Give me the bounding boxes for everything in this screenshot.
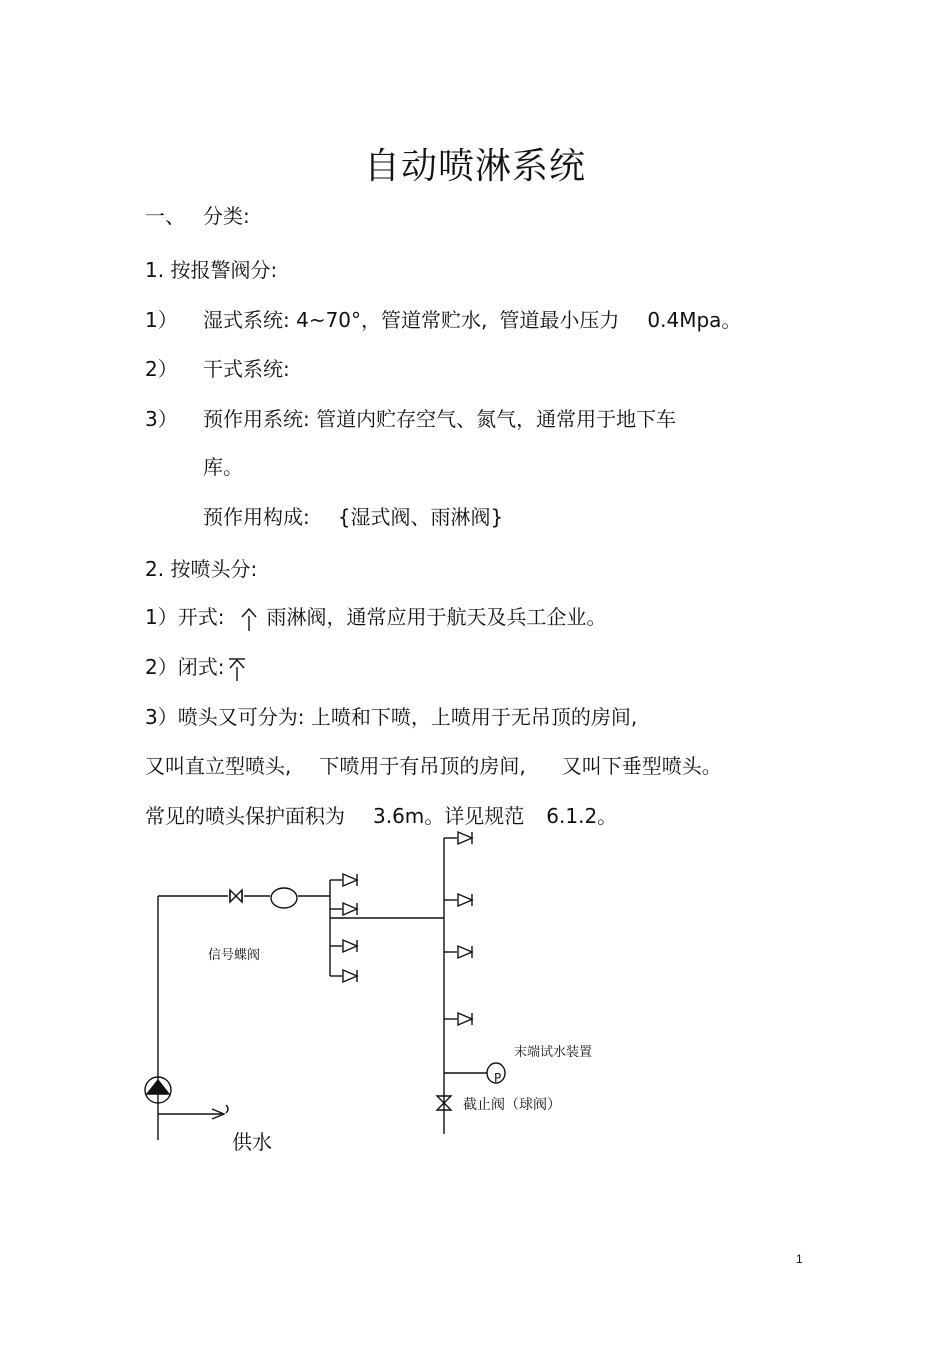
item-text: 管道最小压力 bbox=[499, 308, 620, 332]
item-text: 干式系统: bbox=[203, 357, 290, 381]
signal-butterfly-valve-icon bbox=[230, 890, 242, 902]
list-item-sprinkler-direction: 3）喷头又可分为: 上喷和下喷，上喷用于无吊顶的房间, bbox=[145, 705, 638, 729]
water-flow-indicator-icon bbox=[271, 888, 297, 908]
text-segment: 常见的喷头保护面积为 bbox=[145, 804, 345, 828]
stop-valve-label: 截止阀（球阀） bbox=[463, 1097, 561, 1113]
heading-by-alarm-valve: 1. 按报警阀分: bbox=[145, 258, 278, 282]
item-text: 湿式系统: 4~70°，管道常贮水, bbox=[203, 308, 488, 332]
page-title: 自动喷淋系统 bbox=[363, 146, 586, 187]
text-segment: 又叫直立型喷头, bbox=[145, 754, 292, 778]
text-segment: 3.6m。详见规范 bbox=[373, 804, 525, 828]
item-number: 2） bbox=[145, 357, 178, 381]
section-number: 一、 bbox=[145, 204, 185, 228]
sprinkler-head-icon bbox=[458, 894, 472, 906]
text-segment: 下喷用于有吊顶的房间, bbox=[319, 754, 526, 778]
sprinkler-head-icon bbox=[343, 903, 357, 915]
item-text: 0.4Mpa。 bbox=[647, 308, 742, 332]
sprinkler-head-icon bbox=[343, 970, 357, 982]
signal-butterfly-valve-label: 信号蝶阀 bbox=[208, 948, 261, 963]
item-label: 2）闭式: bbox=[145, 655, 225, 679]
heading-by-sprinkler: 2. 按喷头分: bbox=[145, 557, 258, 581]
sprinkler-head-icon bbox=[343, 940, 357, 952]
composition-value: {湿式阀、雨淋阀} bbox=[337, 505, 504, 529]
section-label: 分类: bbox=[203, 204, 250, 228]
sprinkler-head-icon bbox=[458, 946, 472, 958]
composition-label: 预作用构成: bbox=[203, 505, 310, 529]
item-number: 1） bbox=[145, 308, 178, 332]
sprinkler-head-icon bbox=[343, 874, 357, 886]
item-text: 预作用系统: 管道内贮存空气、氮气，通常用于地下车 bbox=[203, 407, 677, 431]
end-test-device-label: 末端试水装置 bbox=[514, 1045, 593, 1060]
item-label: 1）开式: bbox=[145, 605, 225, 629]
end-test-device-letter: P bbox=[494, 1071, 502, 1085]
text-segment: 又叫下垂型喷头。 bbox=[561, 754, 722, 778]
text-segment: 6.1.2。 bbox=[546, 804, 618, 828]
item-number: 3） bbox=[145, 407, 178, 431]
page-number: 1 bbox=[796, 1252, 803, 1266]
list-item-continuation: 库。 bbox=[203, 455, 243, 479]
item-text: 雨淋阀，通常应用于航天及兵工企业。 bbox=[266, 605, 607, 629]
sprinkler-head-icon bbox=[458, 1013, 472, 1025]
water-supply-label: 供水 bbox=[232, 1130, 272, 1154]
sprinkler-head-icon bbox=[458, 832, 472, 844]
